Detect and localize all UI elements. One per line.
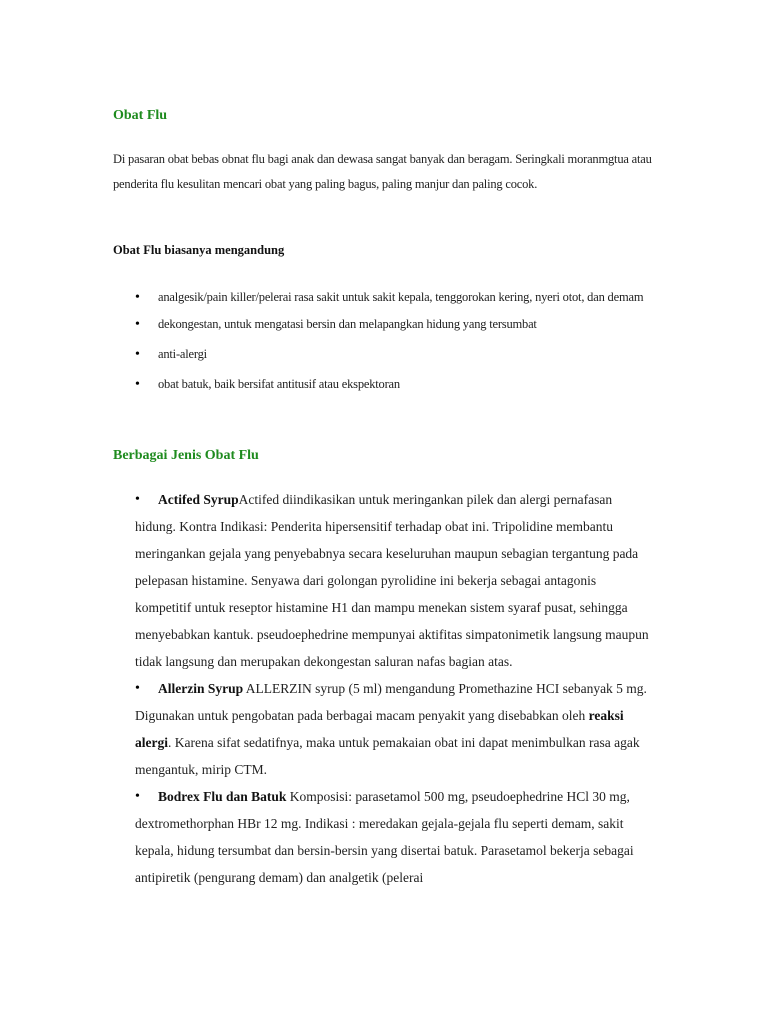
bullet-icon: • bbox=[135, 492, 140, 507]
product-description bbox=[135, 486, 655, 675]
product-item-allerzin bbox=[135, 675, 655, 783]
list-item-text: analgesik/pain killer/pelerai rasa sakit untuk sakit kepala, tenggorokan kering, nyeri otot, dan demam bbox=[158, 290, 644, 304]
list-item-text: anti-alergi bbox=[158, 347, 207, 361]
emphasis-reaksi-alergi: reaksi alergi bbox=[135, 708, 624, 750]
contents-list bbox=[135, 284, 655, 398]
list-item bbox=[135, 341, 655, 368]
bullet-icon: • bbox=[135, 347, 140, 362]
product-name: Actifed Syrup bbox=[158, 492, 239, 507]
bullet-icon: • bbox=[135, 681, 140, 696]
list-item bbox=[135, 371, 655, 398]
bullet-icon: • bbox=[135, 789, 140, 804]
subheading-contents: Obat Flu biasanya mengandung bbox=[113, 243, 285, 257]
product-text: Actifed diindikasikan untuk meringankan pilek dan alergi pernafasan hidung. Kontra Indikasi: Penderita hipersensitif terhadap obat ini. Tripolidine membantu meringankan gejala yang penyebabnya secara keseluruhan maupun sebagian tergantung pada pelepasan histamine. Senyawa dari golongan pyrolidine ini bekerja sebagai antagonis kompetitif untuk reseptor histamine H1 dan mampu menekan sistem syaraf pusat, sehingga menyebabkan kantuk. pseudoephedrine mempunyai aktifitas simpatonimetik langsung maupun tidak langsung dan merupakan dekongestan saluran nafas bagian atas. bbox=[135, 492, 649, 669]
intro-paragraph: Di pasaran obat bebas obnat flu bagi anak dan dewasa sangat banyak dan beragam. Seringkali moranmgtua atau penderita flu kesulitan mencari obat yang paling bagus, paling manjur dan paling cocok. bbox=[113, 152, 652, 191]
products-list bbox=[135, 486, 655, 891]
product-item-bodrex bbox=[135, 783, 655, 891]
bullet-icon: • bbox=[135, 317, 140, 332]
product-text: . Karena sifat sedatifnya, maka untuk pemakaian obat ini dapat menimbulkan rasa agak mengantuk, mirip CTM. bbox=[135, 735, 640, 777]
list-item bbox=[135, 311, 655, 338]
heading-jenis-obat-flu: Berbagai Jenis Obat Flu bbox=[113, 448, 259, 463]
product-description bbox=[135, 675, 655, 783]
heading-obat-flu: Obat Flu bbox=[113, 108, 168, 123]
list-item bbox=[135, 284, 655, 311]
bullet-icon: • bbox=[135, 377, 140, 392]
list-item-text: obat batuk, baik bersifat antitusif atau ekspektoran bbox=[158, 377, 400, 391]
product-description bbox=[135, 783, 655, 891]
bullet-icon: • bbox=[135, 290, 140, 305]
product-text: ALLERZIN syrup (5 ml) mengandung Promethazine HCI sebanyak 5 mg. Digunakan untuk pengobatan pada berbagai macam penyakit yang disebabkan oleh bbox=[135, 681, 647, 723]
product-name: Bodrex Flu dan Batuk bbox=[158, 789, 287, 804]
list-item-text: dekongestan, untuk mengatasi bersin dan melapangkan hidung yang tersumbat bbox=[158, 317, 537, 331]
product-item-actifed bbox=[135, 486, 655, 675]
product-name: Allerzin Syrup bbox=[158, 681, 244, 696]
product-text: Komposisi: parasetamol 500 mg, pseudoephedrine HCl 30 mg, dextromethorphan HBr 12 mg. Indikasi : meredakan gejala-gejala flu seperti demam, sakit kepala, hidung tersumbat dan bersin-bersin yang disertai batuk. Parasetamol bekerja sebagai antipiretik (pengurang demam) dan analgetik (pelerai bbox=[135, 789, 634, 885]
